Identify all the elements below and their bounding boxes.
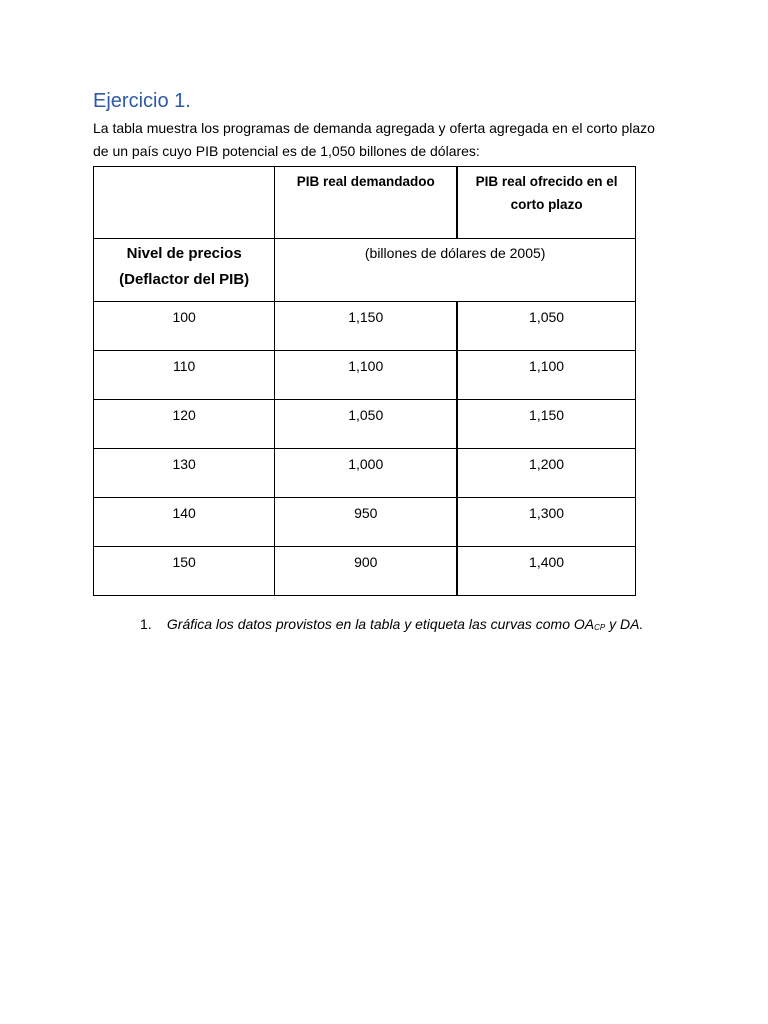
question-text xyxy=(167,616,643,632)
header-offered-line-2: corto plazo xyxy=(510,197,583,212)
header-demanded-label: PIB real demandadoo xyxy=(296,174,435,189)
demanded-cell xyxy=(275,449,457,498)
table-row xyxy=(94,449,636,498)
demanded-cell xyxy=(275,498,457,547)
header-demanded-cell xyxy=(275,167,457,239)
table-header-row xyxy=(94,167,636,239)
price-value: 110 xyxy=(173,358,196,374)
intro-paragraph xyxy=(93,117,693,163)
demanded-value: 1,100 xyxy=(348,358,384,374)
offered-value: 1,300 xyxy=(529,505,565,521)
price-level-label xyxy=(94,239,274,293)
header-offered-label xyxy=(458,167,635,216)
table-subheader-row xyxy=(94,239,636,302)
header-empty-cell xyxy=(94,167,275,239)
exercise-heading: Ejercicio 1. xyxy=(93,90,191,112)
demanded-value: 1,150 xyxy=(348,309,384,325)
question-text-after: y DA. xyxy=(605,616,644,632)
question-text-before: Gráfica los datos provistos en la tabla y etiqueta las curvas como OA xyxy=(166,616,595,632)
price-cell xyxy=(94,547,275,596)
price-value: 100 xyxy=(172,309,196,325)
demanded-cell xyxy=(275,302,457,351)
price-cell xyxy=(94,302,275,351)
demanded-value: 900 xyxy=(354,554,378,570)
question-number: 1. xyxy=(140,616,152,632)
aggregate-demand-supply-table xyxy=(93,166,636,596)
table-row xyxy=(94,498,636,547)
offered-value: 1,400 xyxy=(529,554,565,570)
price-cell xyxy=(94,351,275,400)
table-row xyxy=(94,351,636,400)
demanded-value: 1,000 xyxy=(348,456,384,472)
demanded-cell xyxy=(275,400,457,449)
demanded-cell xyxy=(275,351,457,400)
header-offered-line-1: PIB real ofrecido en el xyxy=(475,174,618,189)
offered-cell xyxy=(457,302,635,351)
price-level-label-line-2: (Deflactor del PIB) xyxy=(119,271,250,288)
offered-cell xyxy=(457,351,635,400)
price-cell xyxy=(94,498,275,547)
price-level-label-line-1: Nivel de precios xyxy=(126,245,242,262)
offered-cell xyxy=(457,400,635,449)
question-item xyxy=(140,614,643,638)
demanded-cell xyxy=(275,547,457,596)
units-cell xyxy=(275,239,636,302)
offered-cell xyxy=(457,498,635,547)
price-value: 150 xyxy=(172,554,196,570)
offered-cell xyxy=(457,547,635,596)
intro-line-2: de un país cuyo PIB potencial es de 1,050 billones de dólares: xyxy=(93,143,480,159)
price-cell xyxy=(94,400,275,449)
offered-value: 1,150 xyxy=(529,407,565,423)
header-offered-cell xyxy=(457,167,635,239)
offered-value: 1,100 xyxy=(529,358,565,374)
price-cell xyxy=(94,449,275,498)
demanded-value: 1,050 xyxy=(348,407,384,423)
question-subscript: CP xyxy=(594,623,606,632)
offered-cell xyxy=(457,449,635,498)
units-label: (billones de dólares de 2005) xyxy=(364,245,546,261)
table-row xyxy=(94,302,636,351)
price-level-label-cell xyxy=(94,239,275,302)
table-row xyxy=(94,400,636,449)
offered-value: 1,050 xyxy=(529,309,565,325)
offered-value: 1,200 xyxy=(529,456,565,472)
intro-line-1: La tabla muestra los programas de demanda agregada y oferta agregada en el corto plazo xyxy=(93,120,655,136)
price-value: 120 xyxy=(172,407,196,423)
price-value: 130 xyxy=(172,456,196,472)
table-row xyxy=(94,547,636,596)
demanded-value: 950 xyxy=(354,505,378,521)
price-value: 140 xyxy=(172,505,196,521)
